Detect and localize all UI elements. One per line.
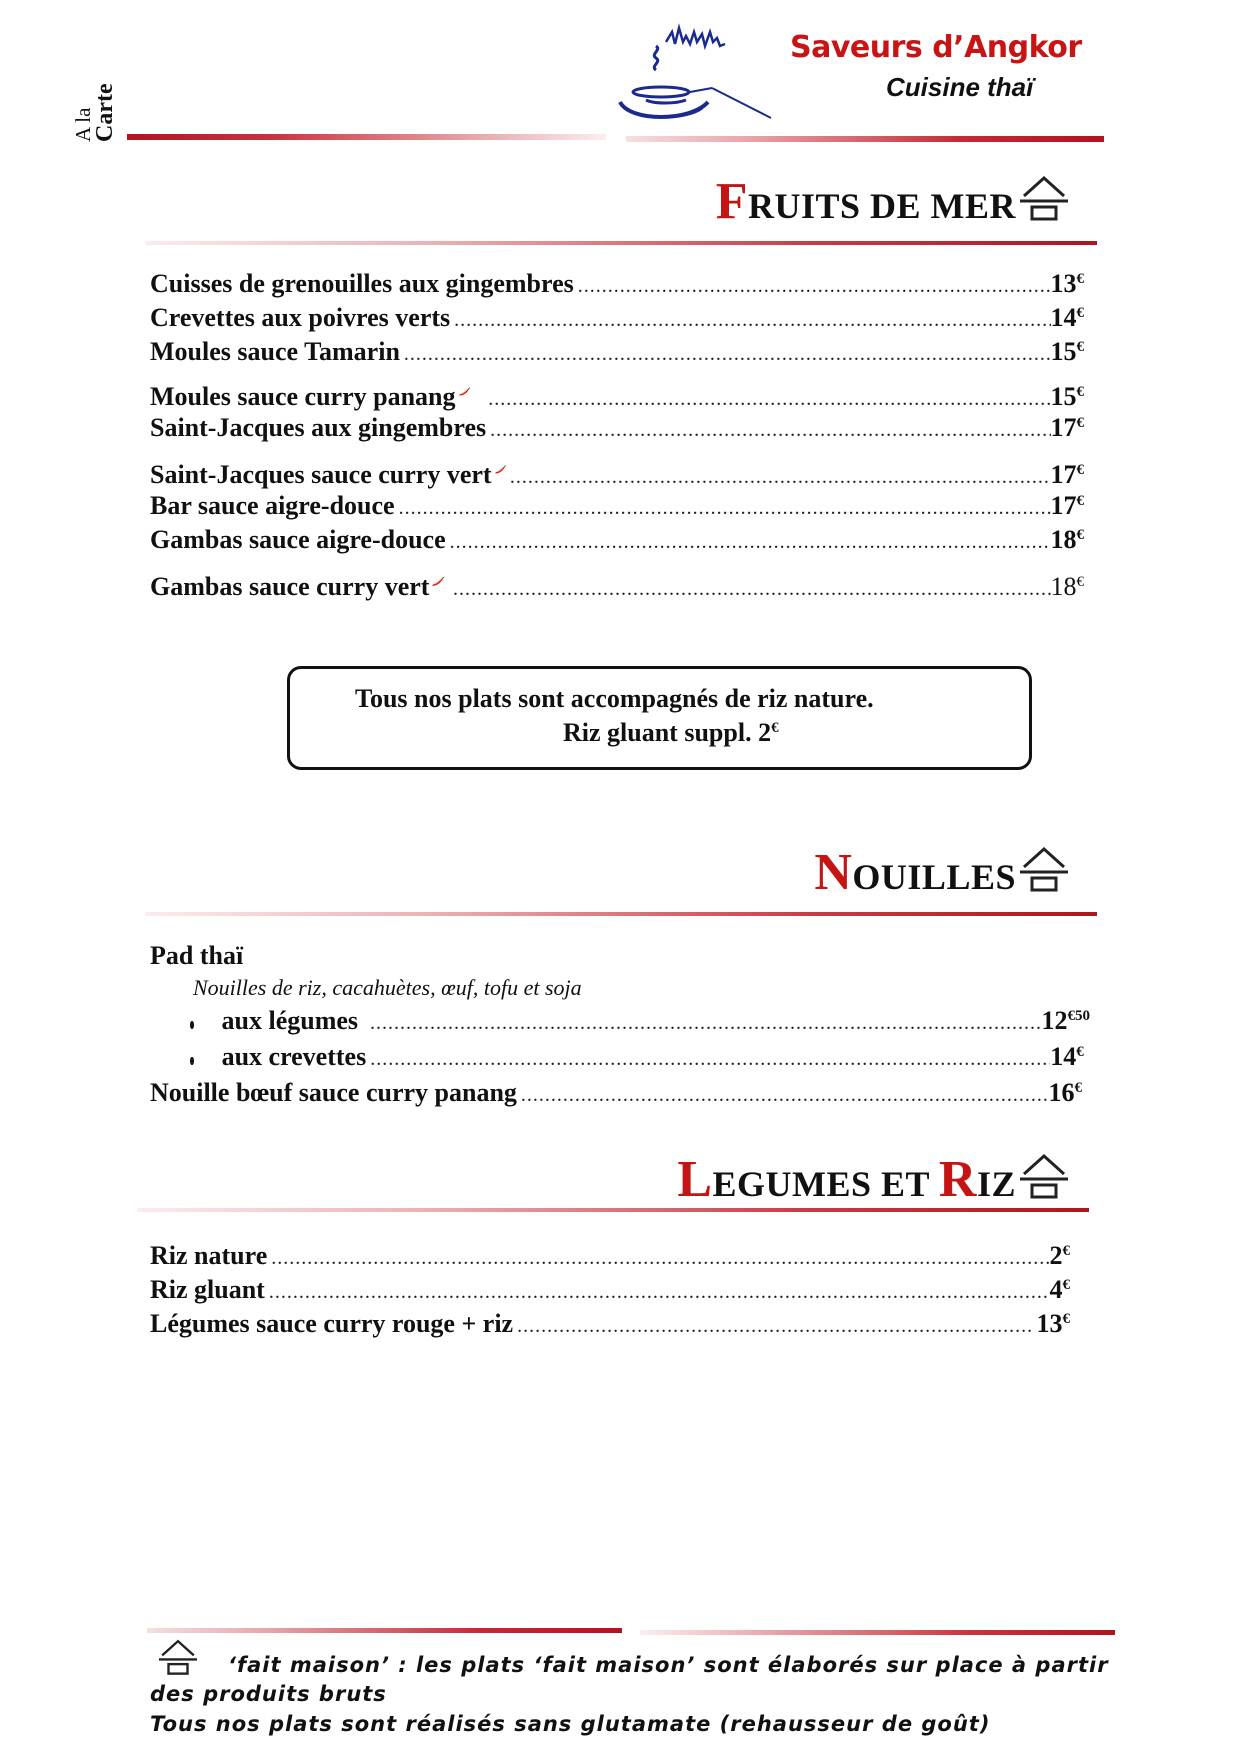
chili-pepper-icon: [458, 379, 471, 405]
section-rule: [145, 241, 1097, 245]
footer-line3: Tous nos plats sont réalisés sans glutamate (rehausseur de goût): [150, 1712, 991, 1736]
pad-thai-title: Pad thaï: [150, 941, 244, 970]
list-item: aux légumes ..... $12^{€50}$: [190, 1006, 1090, 1042]
restaurant-logo-icon: [616, 20, 781, 125]
list-item: Riz nature ..... 2€: [150, 1241, 1070, 1275]
footer-rule-right: [640, 1630, 1115, 1635]
section-rule: [137, 1208, 1089, 1212]
fait-maison-house-icon: [1020, 174, 1068, 222]
rice-notice-line2: Riz gluant suppl. 2€: [563, 718, 779, 747]
header-rule-left: [127, 134, 606, 140]
bullet: [190, 1021, 194, 1029]
section-title-legumes-et-riz: LEGUMES ET RIZ: [677, 1150, 1068, 1209]
list-item: Moules sauce Tamarin ..... 15€: [150, 337, 1084, 379]
rice-notice-line1: Tous nos plats sont accompagnés de riz nature.: [355, 684, 874, 713]
list-item: Bar sauce aigre-douce ..... 17€: [150, 491, 1084, 525]
legumes-list: [150, 1241, 1070, 1343]
footer-line1: ‘fait maison’ : les plats ‘fait maison’ sont élaborés sur place à partir: [228, 1653, 1109, 1677]
chili-pepper-icon: [431, 569, 445, 595]
fait-maison-house-icon: [1020, 1152, 1068, 1200]
list-item: Crevettes aux poivres verts ..... 14€: [150, 303, 1084, 337]
pad-thai-description: Nouilles de riz, cacahuètes, œuf, tofu et soja: [193, 975, 582, 1000]
section-title-nouilles: NOUILLES: [814, 843, 1068, 902]
list-item: aux crevettes ..... 14€: [190, 1042, 1090, 1076]
fait-maison-house-icon: [154, 1638, 202, 1676]
header-rule-right: [626, 136, 1104, 142]
fruits-list: [150, 269, 1084, 603]
list-item: Légumes sauce curry rouge + riz ..... 13€: [150, 1309, 1070, 1343]
list-item: Nouille bœuf sauce curry panang ..... 16€: [150, 1078, 1082, 1108]
footer-rule-left: [147, 1628, 622, 1633]
list-item: Gambas sauce aigre-douce ..... 18€: [150, 525, 1084, 569]
bullet: [190, 1057, 194, 1065]
list-item: Riz gluant ..... 4€: [150, 1275, 1070, 1309]
pad-thai-options: [190, 1006, 1090, 1076]
brand-name: Saveurs d’Angkor: [790, 30, 1082, 65]
side-label: [62, 42, 162, 142]
list-item: Saint-Jacques sauce curry vert ..... 17€: [150, 457, 1084, 491]
list-item: Cuisses de grenouilles aux gingembres ..... 13€: [150, 269, 1084, 303]
section-rule: [145, 912, 1097, 916]
brand-tagline: Cuisine thaï: [886, 72, 1034, 102]
list-item: Saint-Jacques aux gingembres ..... 17€: [150, 413, 1084, 457]
fait-maison-house-icon: [1020, 845, 1068, 893]
section-title-fruits-de-mer: FRUITS DE MER: [716, 172, 1068, 231]
footer-line2: des produits bruts: [150, 1682, 387, 1706]
list-item: Moules sauce curry panang ..... 15€: [150, 379, 1084, 413]
side-label-line1: A la: [71, 107, 95, 142]
chili-pepper-icon: [494, 457, 506, 483]
list-item: Gambas sauce curry vert ..... 18€: [150, 569, 1084, 603]
side-label-line2: Carte: [92, 83, 118, 142]
